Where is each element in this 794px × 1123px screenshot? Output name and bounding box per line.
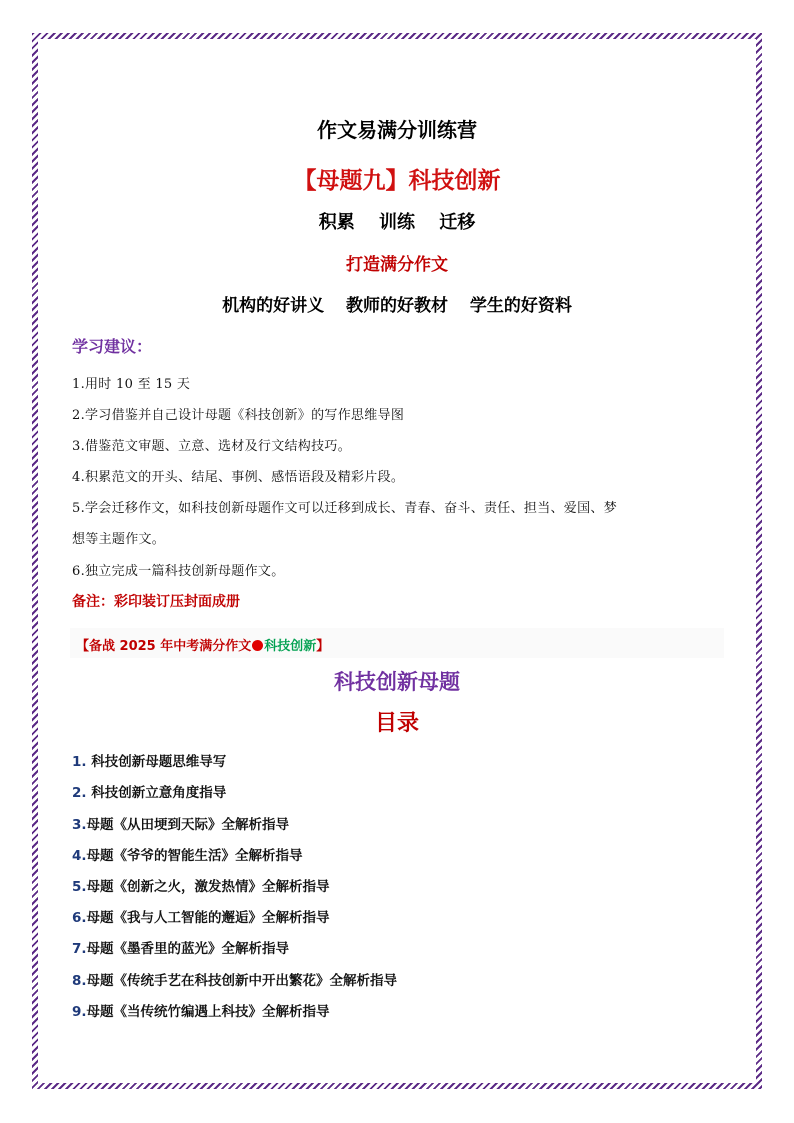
toc-item[interactable] (72, 937, 289, 957)
motto-word: 训练 (379, 212, 415, 233)
toc-item-number: 9. (72, 1004, 87, 1020)
toc-item-label: 母题《创新之火，激发热情》全解析指导 (86, 879, 330, 895)
toc-item-label: 母题《当传统竹编遇上科技》全解析指导 (86, 1004, 330, 1020)
suggestion-item: 4.积累范文的开头、结尾、事例、感悟语段及精彩片段。 (72, 470, 405, 485)
slogan-item: 教师的好教材 (346, 296, 448, 316)
toc-item-label: 母题《我与人工智能的邂逅》全解析指导 (86, 910, 330, 926)
suggestion-item: 2.学习借鉴并自己设计母题《科技创新》的写作思维导图 (72, 408, 405, 423)
motto-word: 迁移 (439, 212, 476, 233)
toc-item-label: 科技创新母题思维导写 (86, 754, 227, 770)
toc-item-label: 科技创新立意角度指导 (86, 785, 227, 801)
toc-item-number: 3. (72, 817, 87, 833)
suggestion-item: 6.独立完成一篇科技创新母题作文。 (72, 564, 285, 579)
toc-item-number: 8. (72, 973, 87, 989)
toc-item[interactable] (72, 781, 226, 801)
section-bar-text (76, 635, 329, 654)
note-text: 备注：彩印装订压封面成册 (72, 594, 240, 610)
suggestion-item: 5.学会迁移作文，如科技创新母题作文可以迁移到成长、青春、奋斗、责任、担当、爱国、梦 (72, 501, 618, 516)
slogan-item: 学生的好资料 (469, 296, 572, 316)
toc-item-number: 5. (72, 879, 87, 895)
topic-title: 科技创新母题 (334, 670, 460, 694)
toc-item[interactable] (72, 875, 330, 895)
suggestion-item: 想等主题作文。 (72, 532, 166, 547)
toc-item[interactable] (72, 813, 289, 833)
toc-item[interactable] (72, 844, 303, 864)
section-bar-suffix: 】 (316, 639, 330, 654)
section-bar-highlight: 科技创新 (264, 639, 317, 654)
toc-item-label: 母题《传统手艺在科技创新中开出繁花》全解析指导 (86, 973, 398, 989)
toc-item[interactable] (72, 906, 330, 926)
suggestion-item: 1.用时 10 至 15 天 (72, 377, 191, 392)
section-bar-prefix: 【备战 2025 年中考满分作文 (76, 639, 252, 654)
toc-item[interactable] (72, 969, 397, 989)
toc-item-label: 母题《墨香里的蓝光》全解析指导 (86, 941, 290, 957)
toc-item-label: 母题《爷爷的智能生活》全解析指导 (86, 848, 303, 864)
motto-word: 积累 (318, 212, 355, 233)
toc-item[interactable] (72, 1000, 330, 1020)
page-subtitle: 【母题九】科技创新 (293, 168, 501, 194)
toc-item-number: 2. (72, 785, 87, 801)
motto-line (0, 208, 794, 234)
slogan-line (0, 291, 794, 316)
toc-item-number: 4. (72, 848, 87, 864)
toc-item-label: 母题《从田埂到天际》全解析指导 (86, 817, 290, 833)
toc-item-number: 7. (72, 941, 87, 957)
red-dot-icon (252, 640, 263, 651)
slogan-item: 机构的好讲义 (222, 296, 325, 316)
toc-item-number: 6. (72, 910, 87, 926)
toc-item-number: 1. (72, 754, 87, 770)
toc-heading: 目录 (374, 711, 419, 736)
banner-text: 打造满分作文 (346, 255, 448, 275)
page-title: 作文易满分训练营 (317, 118, 477, 142)
toc-item[interactable] (72, 750, 226, 770)
suggestion-item: 3.借鉴范文审题、立意、选材及行文结构技巧。 (72, 439, 352, 454)
suggestions-heading: 学习建议： (72, 337, 153, 356)
